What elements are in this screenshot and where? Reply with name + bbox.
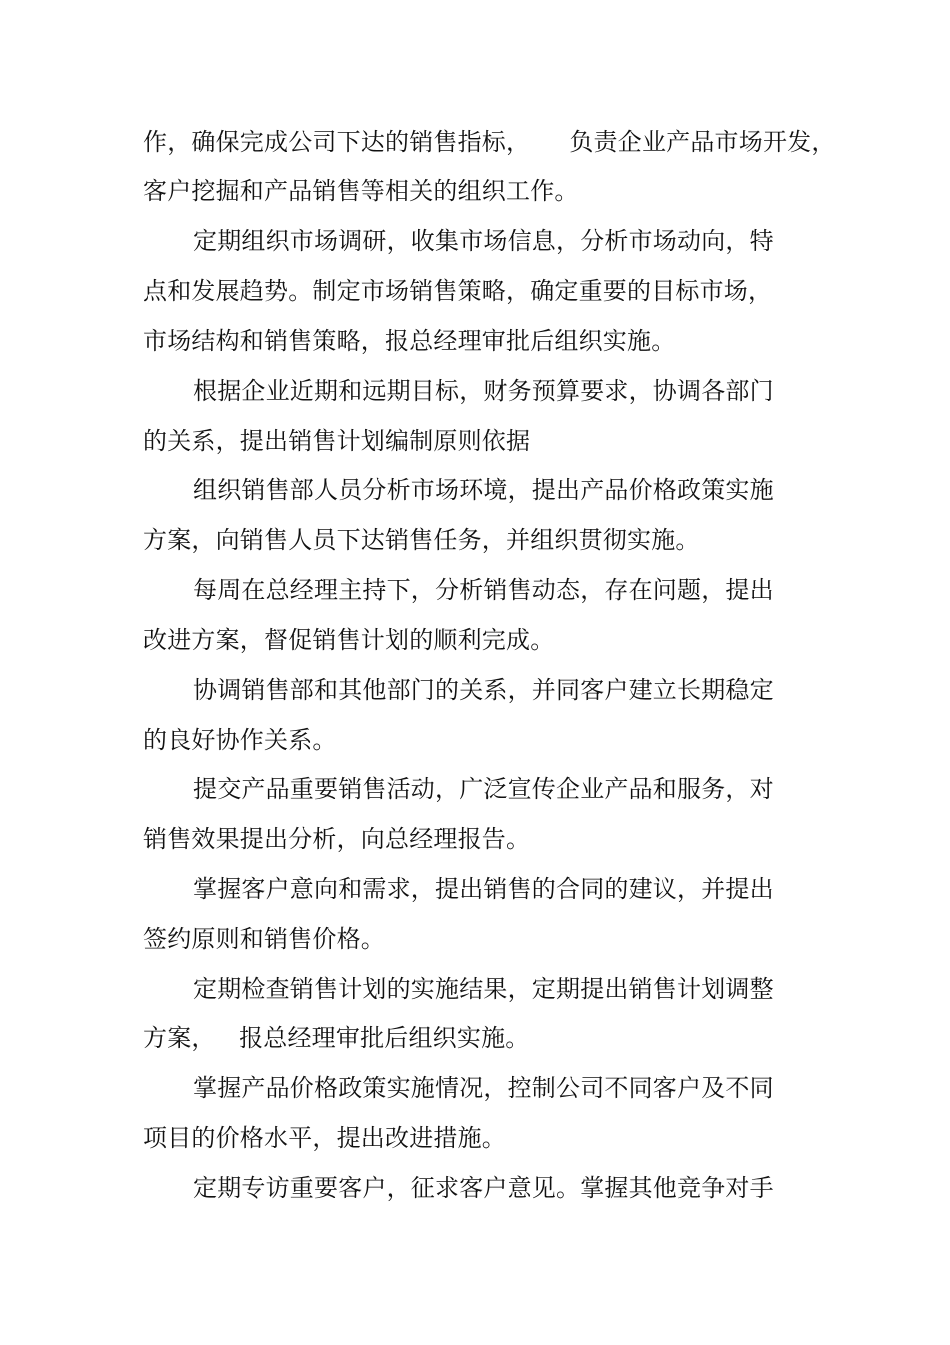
paragraph-start-line: 定期组织市场调研，收集市场信息，分析市场动向，特 bbox=[193, 227, 774, 255]
paragraph-start-line: 掌握客户意向和需求，提出销售的合同的建议，并提出 bbox=[193, 875, 774, 903]
text-line: 点和发展趋势。制定市场销售策略，确定重要的目标市场， bbox=[143, 277, 773, 305]
text-line: 项目的价格水平，提出改进措施。 bbox=[143, 1124, 506, 1152]
paragraph-start-line: 组织销售部人员分析市场环境，提出产品价格政策实施 bbox=[193, 476, 774, 504]
paragraph-start-line: 协调销售部和其他部门的关系，并同客户建立长期稳定 bbox=[193, 676, 774, 704]
text-line: 的关系，提出销售计划编制原则依据 bbox=[143, 427, 531, 455]
paragraph-start-line: 定期检查销售计划的实施结果，定期提出销售计划调整 bbox=[193, 975, 774, 1003]
paragraph-start-line: 每周在总经理主持下，分析销售动态，存在问题，提出 bbox=[193, 576, 774, 604]
text-line: 签约原则和销售价格。 bbox=[143, 925, 385, 953]
paragraph-start-line: 掌握产品价格政策实施情况，控制公司不同客户及不同 bbox=[193, 1074, 774, 1102]
text-line: 的良好协作关系。 bbox=[143, 726, 337, 754]
text-line: 销售效果提出分析，向总经理报告。 bbox=[143, 825, 531, 853]
text-line: 方案，向销售人员下达销售任务，并组织贯彻实施。 bbox=[143, 526, 700, 554]
text-line: 改进方案，督促销售计划的顺利完成。 bbox=[143, 626, 555, 654]
paragraph-start-line: 根据企业近期和远期目标，财务预算要求，协调各部门 bbox=[193, 377, 774, 405]
text-line: 作，确保完成公司下达的销售指标， 负责企业产品市场开发， bbox=[143, 128, 836, 156]
text-line: 市场结构和销售策略，报总经理审批后组织实施。 bbox=[143, 327, 676, 355]
text-line: 客户挖掘和产品销售等相关的组织工作。 bbox=[143, 177, 579, 205]
text-line: 方案， 报总经理审批后组织实施。 bbox=[143, 1024, 530, 1052]
paragraph-start-line: 定期专访重要客户，征求客户意见。掌握其他竞争对手 bbox=[193, 1174, 774, 1202]
paragraph-start-line: 提交产品重要销售活动，广泛宣传企业产品和服务，对 bbox=[193, 775, 774, 803]
